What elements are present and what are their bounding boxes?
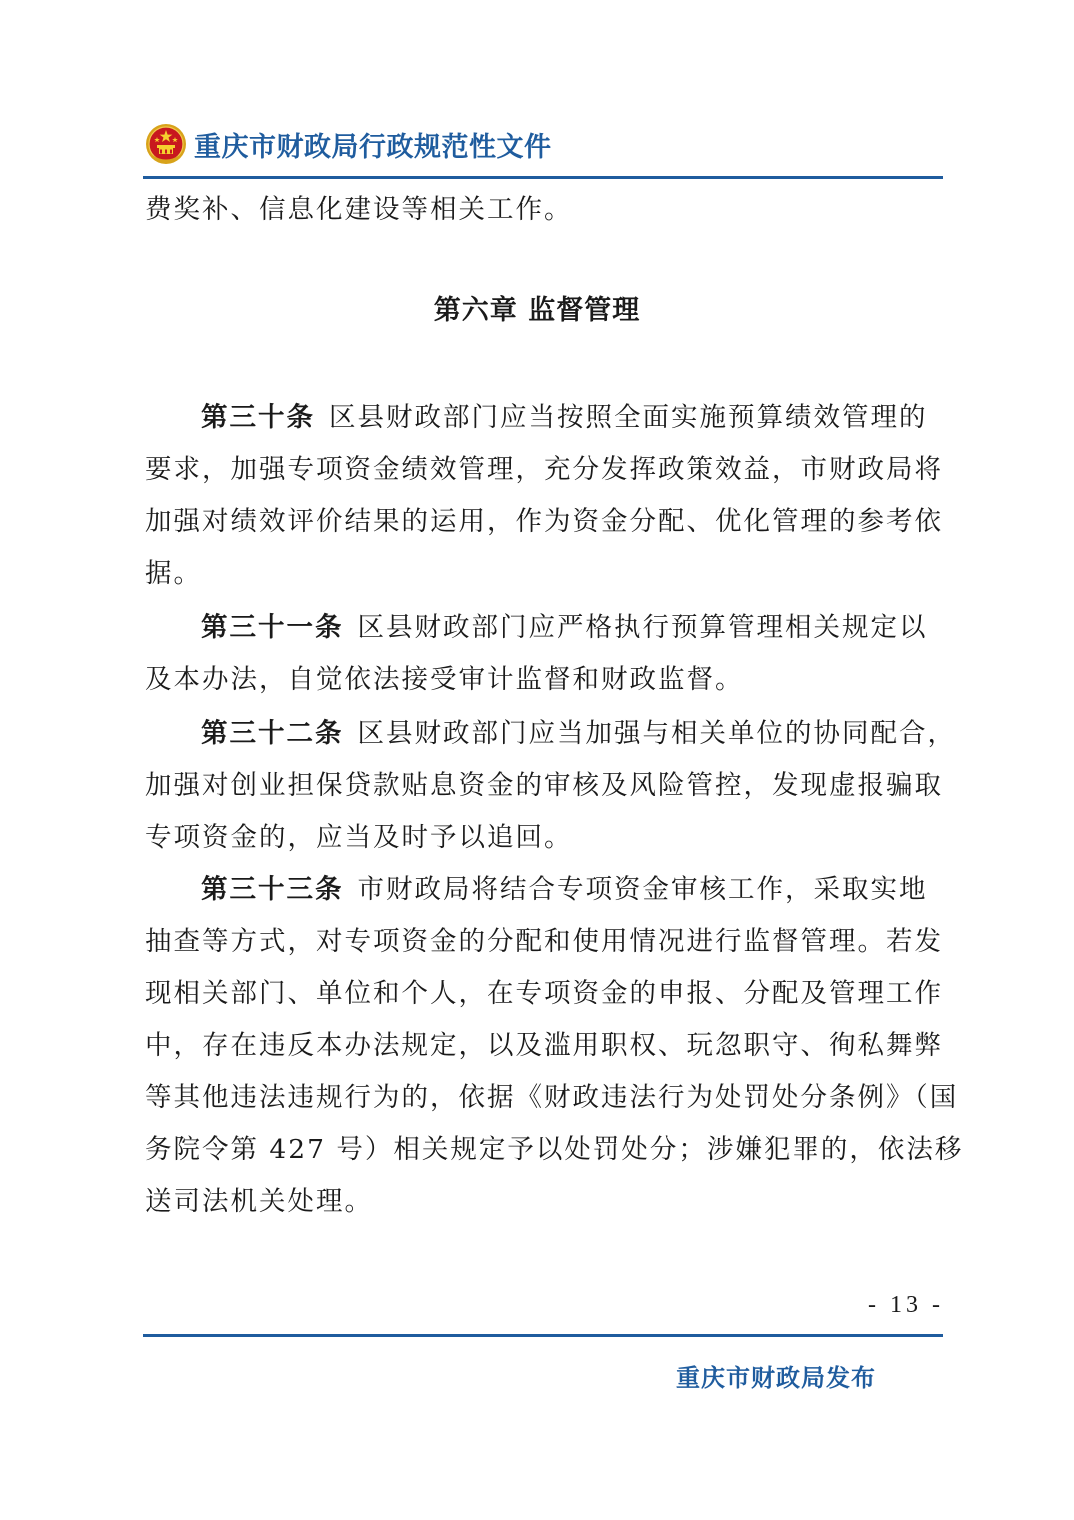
article-30-line-1 [145, 392, 943, 444]
article-heading: 第三十一条 [201, 612, 344, 643]
article-32-line-1 [145, 708, 956, 760]
footer-divider [143, 1334, 943, 1337]
page-number: - 13 - [868, 1292, 944, 1318]
article-33-line-3: 现相关部门、单位和个人，在专项资金的申报、分配及管理工作 [145, 978, 943, 1009]
article-heading: 第三十二条 [201, 718, 344, 749]
article-heading: 第三十三条 [201, 874, 344, 905]
article-32-line-2: 加强对创业担保贷款贴息资金的审核及风险管控，发现虚报骗取 [145, 770, 943, 801]
article-31-line-1 [145, 602, 943, 654]
article-33-line-5: 等其他违法违规行为的，依据《财政违法行为处罚处分条例》（国 [145, 1082, 959, 1113]
header-divider [143, 176, 943, 179]
article-text: 市财政局将结合专项资金审核工作，采取实地 [357, 874, 928, 905]
article-text: 区县财政部门应当按照全面实施预算绩效管理的 [329, 402, 928, 433]
article-30-line-2: 要求，加强专项资金绩效管理，充分发挥政策效益，市财政局将 [145, 454, 943, 485]
article-text: 区县财政部门应当加强与相关单位的协同配合， [357, 718, 956, 749]
header-title: 重庆市财政局行政规范性文件 [194, 131, 552, 163]
continuation-line: 费奖补、信息化建设等相关工作。 [145, 194, 573, 225]
document-header [144, 118, 552, 170]
article-33-line-4: 中，存在违反本办法规定，以及滥用职权、玩忽职守、徇私舞弊 [145, 1030, 943, 1061]
article-33-line-6: 务院令第 427 号）相关规定予以处罚处分；涉嫌犯罪的，依法移 [145, 1134, 964, 1165]
article-heading: 第三十条 [201, 402, 315, 433]
national-emblem-icon [144, 122, 188, 166]
chapter-title: 第六章 监督管理 [433, 295, 641, 326]
article-33-line-1 [145, 864, 943, 916]
article-33-line-2: 抽查等方式，对专项资金的分配和使用情况进行监督管理。若发 [145, 926, 943, 957]
article-31-line-2: 及本办法，自觉依法接受审计监督和财政监督。 [145, 664, 744, 695]
article-text: 区县财政部门应严格执行预算管理相关规定以 [357, 612, 928, 643]
footer-publisher: 重庆市财政局发布 [676, 1364, 876, 1392]
article-32-line-3: 专项资金的，应当及时予以追回。 [145, 822, 573, 853]
article-30-line-4: 据。 [145, 558, 202, 589]
article-33-line-7: 送司法机关处理。 [145, 1186, 373, 1217]
article-30-line-3: 加强对绩效评价结果的运用，作为资金分配、优化管理的参考依 [145, 506, 943, 537]
